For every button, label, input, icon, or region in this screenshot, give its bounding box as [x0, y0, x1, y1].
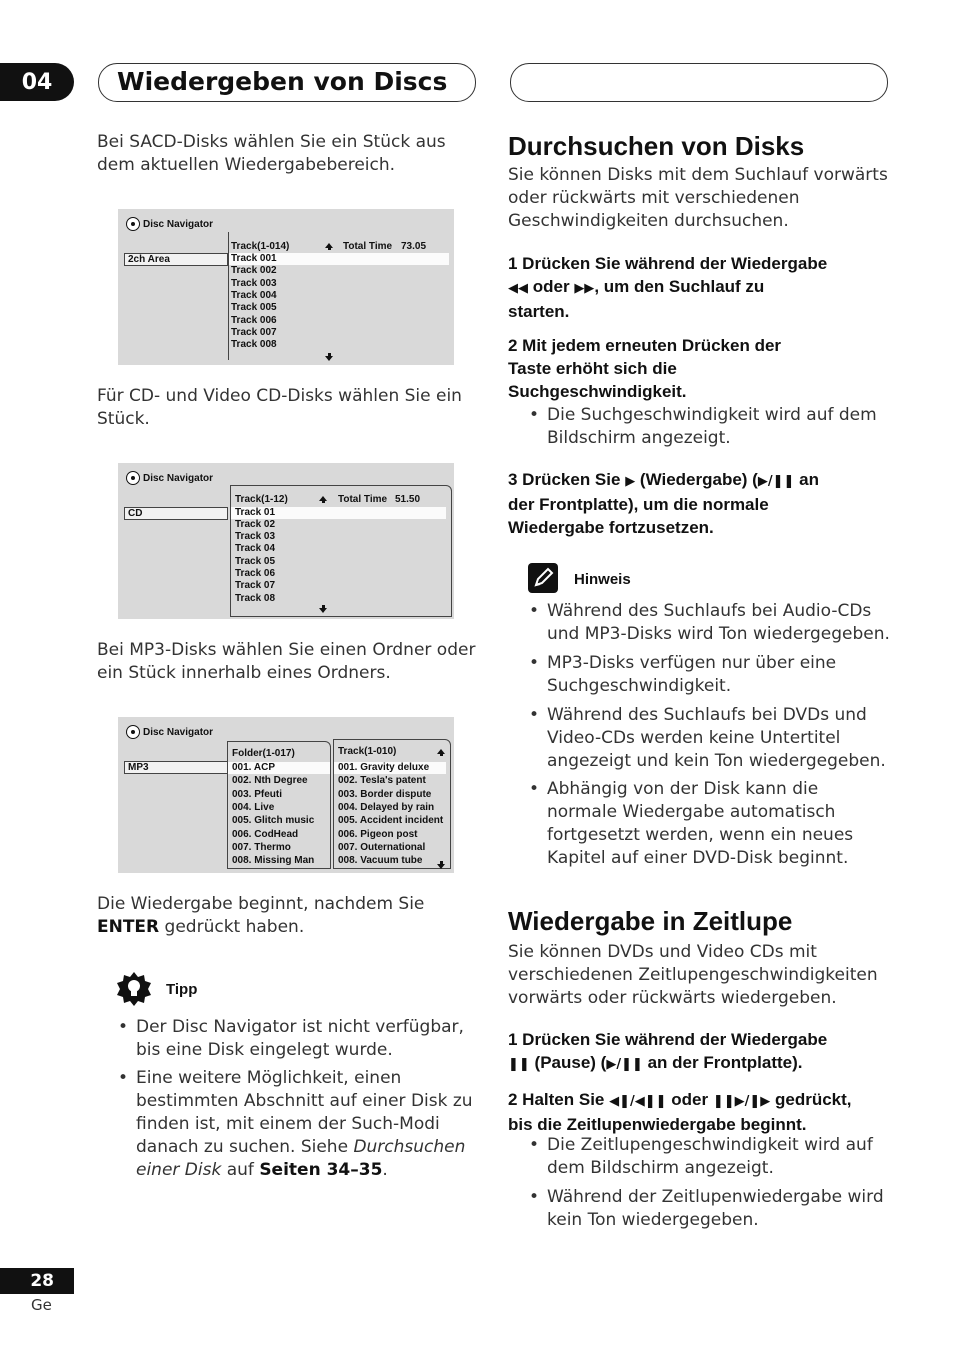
- scroll-down-icon[interactable]: [319, 608, 327, 613]
- slow-forward-icon: ❚❚▶/❚▶: [712, 1094, 771, 1109]
- folder-item[interactable]: 007. Thermo: [232, 841, 291, 853]
- folder-item[interactable]: 008. Missing Man: [232, 855, 315, 867]
- folder-item[interactable]: 005. Glitch music: [232, 815, 315, 827]
- rewind-icon: ◀◀: [508, 281, 528, 296]
- track-item[interactable]: Track 04: [235, 543, 276, 555]
- note-bullet: • Abhängig von der Disk kann die normale Wiedergabe automatisch fortgesetzt werden, wenn ein neues Kapitel auf einer DVD-Disk beginnt.: [529, 779, 854, 868]
- tip-bullet: • Der Disc Navigator ist nicht verfügbar, bis eine Disk eingelegt wurde.: [118, 1017, 464, 1060]
- track-item[interactable]: Track 002: [231, 265, 277, 277]
- track-item[interactable]: Track 003: [231, 277, 277, 289]
- tip-bullet: • Eine weitere Möglichkeit, einen bestimmten Abschnitt auf einer Disk zu finden ist, mit einem der Such-Modi danach zu suchen. Siehe Durchsuchen einer Disk auf Seiten 34–35.: [118, 1068, 473, 1180]
- slowmotion-bullet: • Während der Zeitlupenwiedergabe wird kein Ton wiedergegeben.: [529, 1187, 884, 1230]
- cross-reference-pages[interactable]: Seiten 34–35: [259, 1160, 383, 1180]
- nav-title: Disc Navigator: [126, 725, 213, 739]
- disc-navigator-icon: [126, 217, 140, 231]
- track-range-header: Track(1-010): [338, 746, 397, 757]
- note-bullet: • Während des Suchlaufs bei DVDs und Video-CDs werden keine Untertitel angezeigt und kein Ton wiedergegeben.: [529, 705, 886, 771]
- folder-item[interactable]: 006. CodHead: [232, 828, 299, 840]
- total-time-label: Total Time: [343, 241, 393, 252]
- scroll-down-icon[interactable]: [325, 356, 333, 361]
- section-title-search: Durchsuchen von Disks: [508, 131, 805, 161]
- track-pane: [333, 739, 451, 869]
- chapter-number: 04: [0, 63, 74, 101]
- scroll-down-icon[interactable]: [437, 864, 445, 869]
- scroll-up-icon[interactable]: [437, 749, 445, 754]
- note-bullet: • Während des Suchlaufs bei Audio-CDs und MP3-Disks wird Ton wiedergegeben.: [529, 601, 890, 644]
- header-box-right: [510, 63, 888, 102]
- track-pane: [230, 485, 452, 617]
- track-item[interactable]: 001. Gravity deluxe: [334, 762, 446, 774]
- page-number: 28: [0, 1268, 74, 1294]
- track-item[interactable]: Track 005: [231, 302, 277, 314]
- nav-title: Disc Navigator: [126, 217, 213, 231]
- playback-start-text: Die Wiedergabe beginnt, nachdem Sie ENTER gedrückt haben.: [97, 894, 425, 937]
- disc-navigator-mp3: [118, 717, 454, 873]
- track-item[interactable]: Track 02: [235, 518, 276, 530]
- track-item[interactable]: 008. Vacuum tube: [338, 855, 423, 867]
- play-pause-icon: ▶/❚❚: [606, 1057, 643, 1072]
- step-2-bullet: • Die Suchgeschwindigkeit wird auf dem Bildschirm angezeigt.: [529, 405, 877, 448]
- track-item[interactable]: Track 05: [235, 555, 276, 567]
- section-title-slowmotion: Wiedergabe in Zeitlupe: [508, 906, 793, 936]
- track-item[interactable]: 005. Accident incident: [338, 815, 444, 827]
- track-item[interactable]: Track 007: [231, 326, 277, 338]
- track-item[interactable]: Track 008: [231, 339, 277, 351]
- folder-item[interactable]: 002. Nth Degree: [232, 775, 308, 787]
- track-item[interactable]: Track 006: [231, 314, 277, 326]
- note-bullet: • MP3-Disks verfügen nur über eine Suchgeschwindigkeit.: [529, 653, 837, 696]
- slowmotion-bullet: • Die Zeitlupengeschwindigkeit wird auf dem Bildschirm angezeigt.: [529, 1135, 873, 1178]
- note-label: Hinweis: [574, 571, 631, 588]
- track-item[interactable]: Track 07: [235, 580, 276, 592]
- language-code: Ge: [31, 1296, 52, 1314]
- track-item[interactable]: 003. Border dispute: [338, 788, 432, 800]
- cross-reference-title-cont[interactable]: einer Disk: [136, 1160, 222, 1180]
- nav-title: Disc Navigator: [126, 471, 213, 485]
- area-selected[interactable]: 2ch Area: [124, 253, 228, 266]
- folder-item[interactable]: 004. Live: [232, 801, 275, 813]
- disc-navigator-cd: [118, 463, 454, 619]
- tip-label: Tipp: [166, 981, 198, 998]
- disc-navigator-icon: [126, 471, 140, 485]
- track-range-header: Track(1-014): [231, 241, 290, 252]
- track-item[interactable]: 006. Pigeon post: [338, 828, 418, 840]
- pencil-note-icon: [528, 563, 558, 593]
- section-intro-search: Sie können Disks mit dem Suchlauf vorwärts oder rückwärts mit verschiedenen Geschwindigkeiten durchsuchen.: [508, 165, 888, 231]
- play-icon: ▶: [625, 474, 636, 489]
- folder-item[interactable]: 001. ACP: [228, 762, 330, 774]
- track-range-header: Track(1-12): [235, 494, 288, 505]
- area-selected[interactable]: MP3: [124, 761, 228, 774]
- total-time-value: 73.05: [401, 241, 427, 252]
- section-intro-slowmotion: Sie können DVDs und Video CDs mit verschiedenen Zeitlupengeschwindigkeiten vorwärts oder rückwärts wiedergeben.: [508, 942, 878, 1008]
- chapter-title: Wiedergeben von Discs: [117, 67, 448, 96]
- track-item[interactable]: 007. Outernational: [338, 841, 426, 853]
- fast-forward-icon: ▶▶: [574, 281, 595, 296]
- total-time-value: 51.50: [395, 494, 421, 505]
- track-item[interactable]: 002. Tesla's patent: [338, 775, 426, 787]
- intro-mp3: Bei MP3-Disks wählen Sie einen Ordner oder ein Stück innerhalb eines Ordners.: [97, 640, 476, 683]
- step-2-search: 2 Mit jedem erneuten Drücken der Taste erhöht sich die Suchgeschwindigkeit.: [508, 336, 782, 401]
- scroll-up-icon[interactable]: [325, 243, 333, 248]
- intro-cd: Für CD- und Video CD-Disks wählen Sie ein Stück.: [97, 386, 462, 429]
- disc-navigator-sacd: [118, 209, 454, 365]
- step-1-slowmotion: 1 Drücken Sie während der Wiedergabe ❚❚ (Pause) (▶/❚❚ an der Frontplatte).: [508, 1030, 828, 1072]
- lightbulb-icon: [117, 972, 151, 1006]
- track-pane: [228, 232, 451, 360]
- folder-pane: [227, 741, 331, 869]
- cross-reference-title[interactable]: Durchsuchen: [353, 1137, 466, 1157]
- chapter-title-box: [98, 63, 476, 102]
- track-item[interactable]: Track 08: [235, 592, 276, 604]
- track-item[interactable]: Track 06: [235, 568, 276, 579]
- pause-icon: ❚❚: [508, 1057, 530, 1072]
- play-pause-icon: ▶/❚❚: [757, 474, 795, 489]
- step-2-slowmotion: 2 Halten Sie ◀❚/◀❚❚ oder ❚❚▶/❚▶ gedrückt, bis die Zeitlupenwiedergabe beginnt.: [508, 1090, 852, 1134]
- track-item[interactable]: Track 01: [231, 507, 446, 519]
- track-item[interactable]: Track 001: [229, 253, 449, 265]
- folder-range-header: Folder(1-017): [232, 748, 295, 759]
- disc-navigator-icon: [126, 725, 140, 739]
- track-item[interactable]: Track 03: [235, 531, 276, 543]
- enter-key-label: ENTER: [97, 917, 160, 937]
- intro-sacd: Bei SACD-Disks wählen Sie ein Stück aus dem aktuellen Wiedergabebereich.: [97, 132, 446, 175]
- track-item[interactable]: 004. Delayed by rain: [338, 801, 435, 813]
- step-3-search: 3 Drücken Sie ▶ (Wiedergabe) (▶/❚❚ an der Frontplatte), um die normale Wiedergabe fortzusetzen.: [508, 470, 819, 537]
- slow-reverse-icon: ◀❚/◀❚❚: [609, 1094, 667, 1109]
- total-time-label: Total Time: [338, 494, 388, 505]
- track-item[interactable]: Track 004: [231, 289, 277, 301]
- scroll-up-icon[interactable]: [319, 496, 327, 501]
- folder-item[interactable]: 003. Pfeuti: [232, 788, 283, 800]
- step-1-search: 1 Drücken Sie während der Wiedergabe ◀◀ oder ▶▶, um den Suchlauf zu starten.: [508, 254, 828, 321]
- area-selected[interactable]: CD: [124, 507, 228, 520]
